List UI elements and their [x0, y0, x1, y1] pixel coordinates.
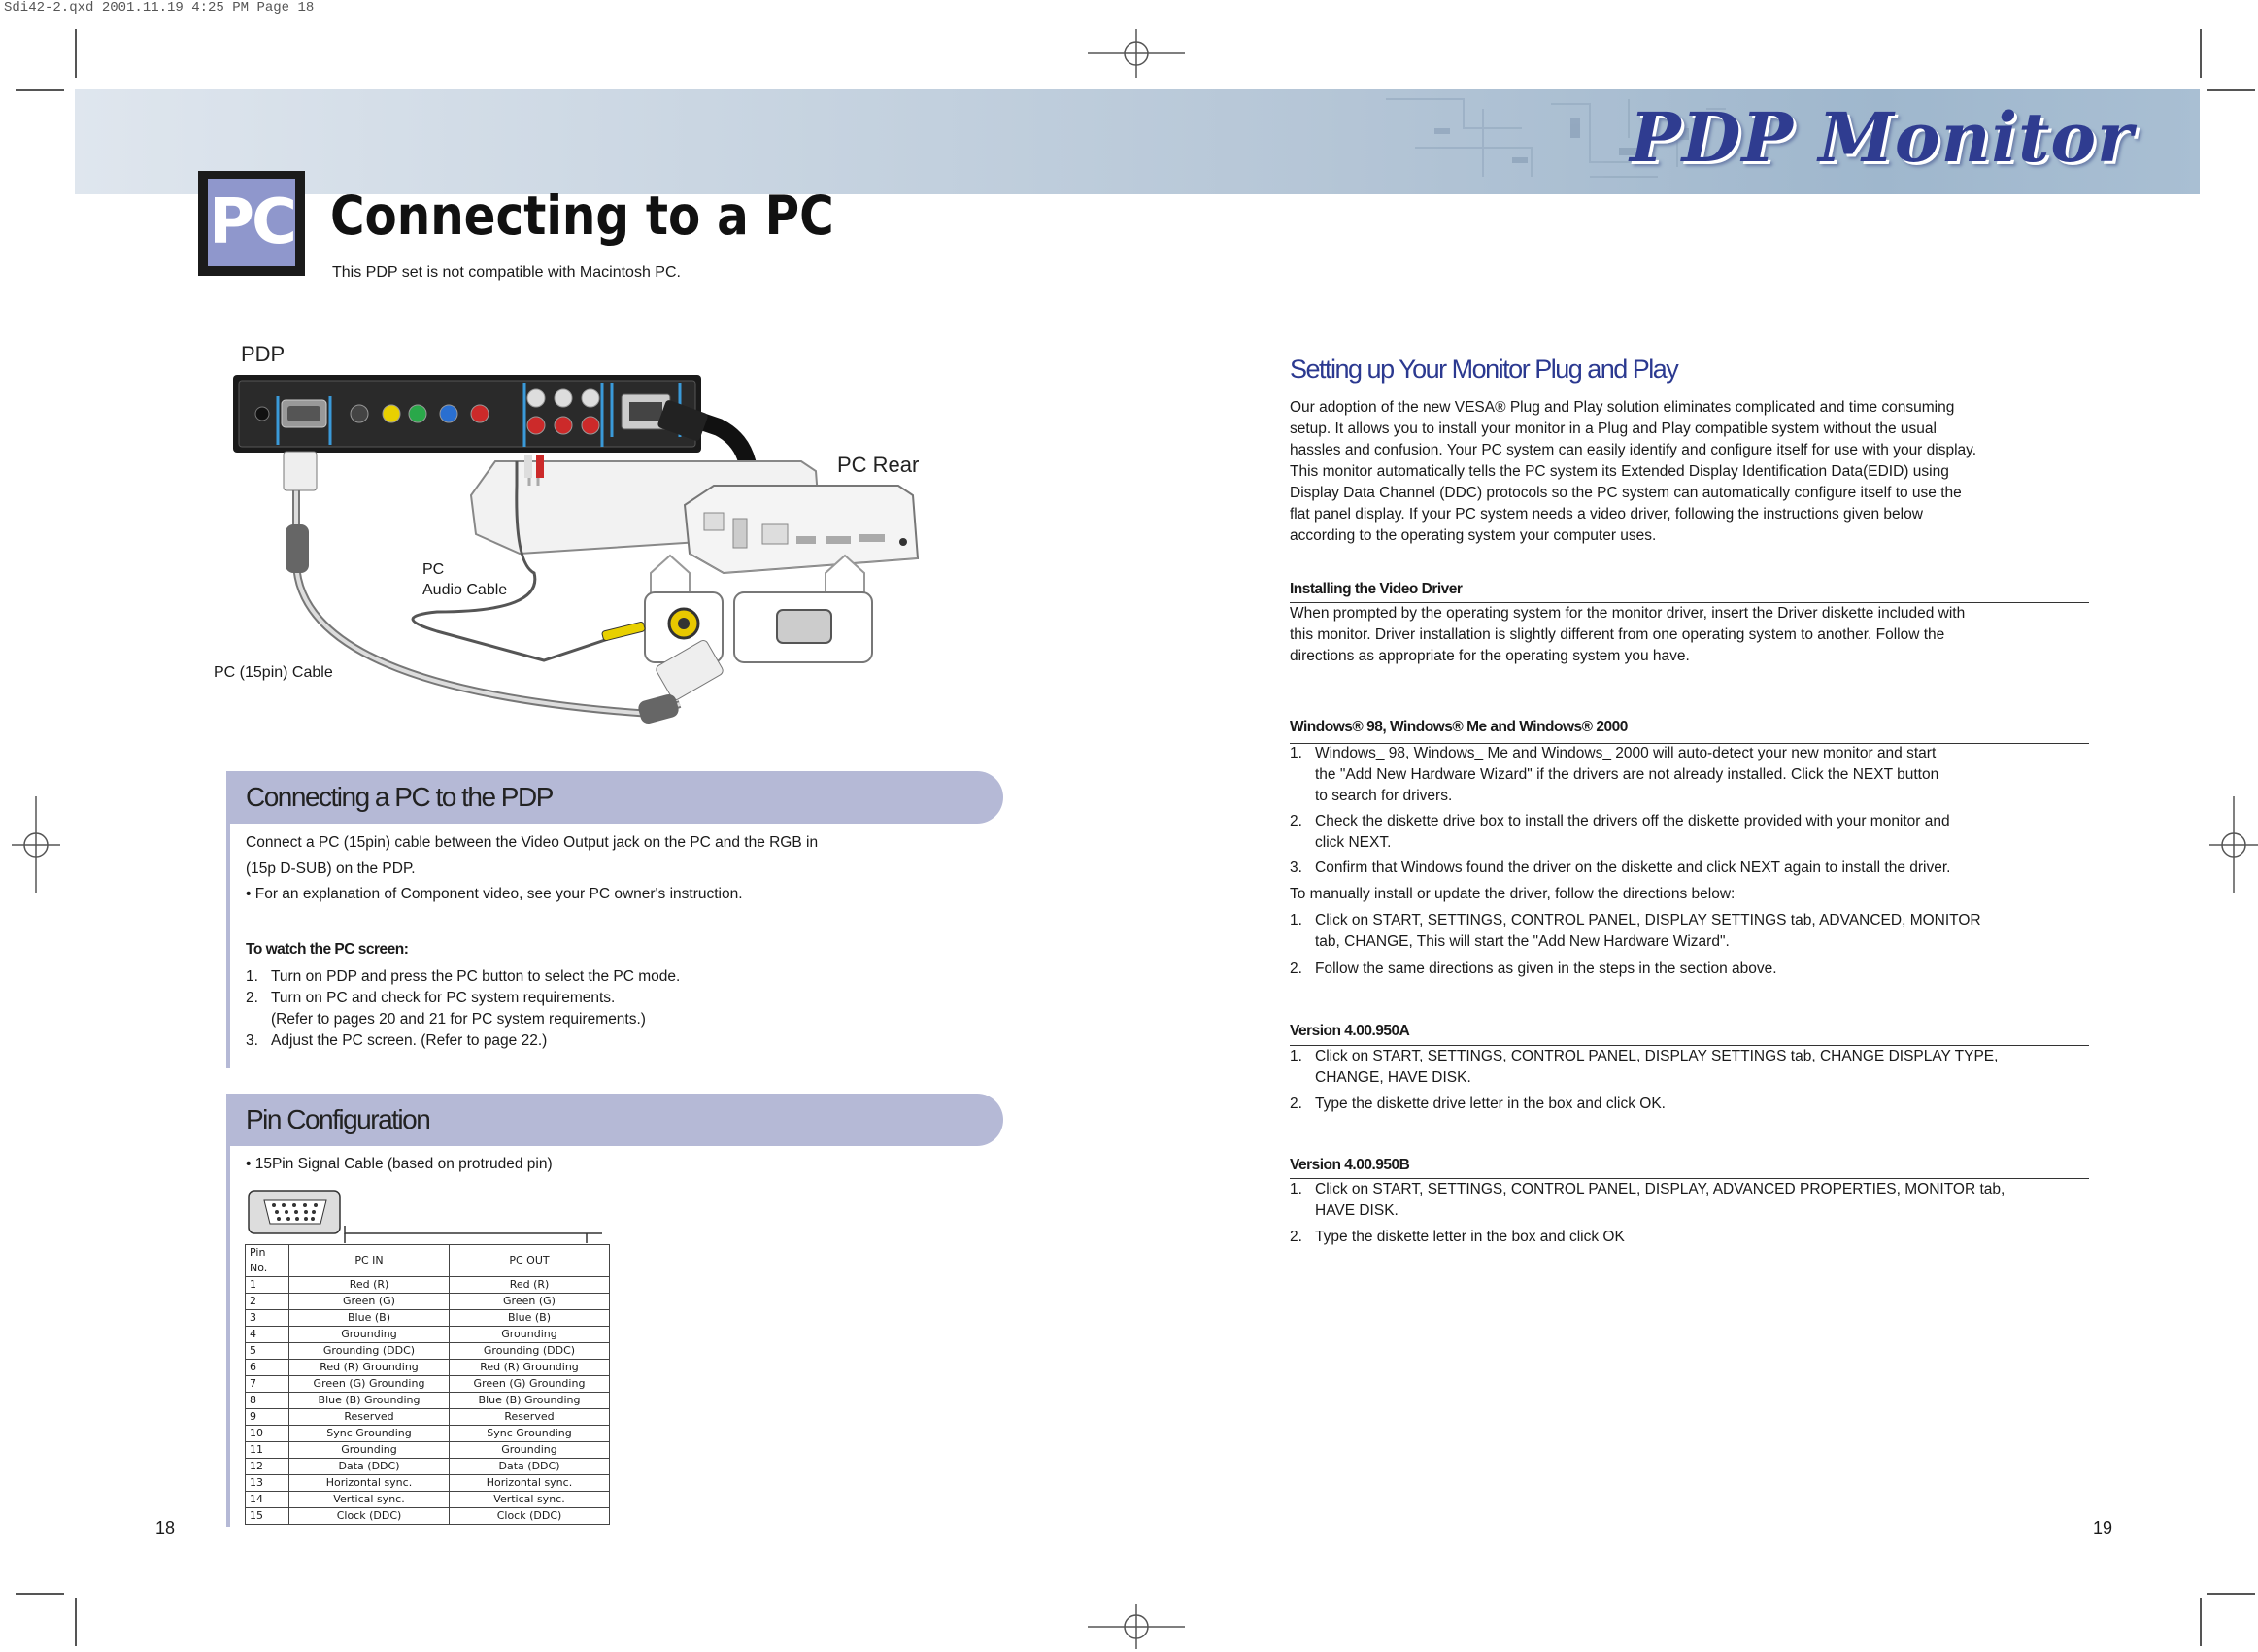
pc-badge-label: PC — [208, 179, 295, 266]
video-driver-text: When prompted by the operating system for the monitor driver, insert the Driver diskette included with this monitor. Driver installation is slightly different from one operating system to another. Follow the directions as appropriate for the operating system you have. — [1290, 605, 1966, 664]
pdp-back-panel — [233, 375, 701, 453]
pin-section-title: Pin Configuration — [246, 1104, 430, 1134]
table-row: 10 Sync Grounding Sync Grounding — [246, 1426, 610, 1442]
pin-section-rule — [226, 1146, 230, 1527]
table-row: 12 Data (DDC) Data (DDC) — [246, 1459, 610, 1475]
connection-diagram — [194, 369, 1068, 728]
table-row: 13 Horizontal sync. Horizontal sync. — [246, 1475, 610, 1492]
pin-table-header — [246, 1245, 610, 1277]
audio-cable-label-2: Audio Cable — [422, 582, 508, 598]
page-title: Connecting to a PC — [330, 185, 834, 247]
plug-and-play-intro: Our adoption of the new VESA® Plug and Play solution eliminates complicated and time consuming setup. It allows you to install your monitor in a Plug and Play compatible system without the usual hassles and confusion. Your PC system can easily identify and configure itself for use with your display. This monitor automatically tells the PC system its Extended Display Identification Data(EDID) using Display Data Channel (DDC) protocols so the PC system can automatically configure itself to use the flat panel display. If your PC system needs a video driver, following the instructions given below according to the operating system your computer uses. — [1290, 399, 1977, 544]
pin-header-number: Pin No. — [246, 1245, 289, 1277]
version-950a-heading: Version 4.00.950A — [1290, 1023, 1410, 1039]
video-driver-heading: Installing the Video Driver — [1290, 581, 1463, 597]
manual-install-text: To manually install or update the driver, follow the directions below: — [1290, 886, 1736, 902]
pc-rear-label: PC Rear — [837, 453, 920, 477]
pin-bullet: • 15Pin Signal Cable (based on protruded pin) — [246, 1156, 553, 1172]
connecting-para-2: (15p D-SUB) on the PDP. — [246, 860, 416, 877]
page-number-right: 19 — [2093, 1518, 2113, 1537]
page-number-left: 18 — [155, 1518, 176, 1537]
pin-cable-label: PC (15pin) Cable — [214, 664, 333, 681]
version-950b-heading: Version 4.00.950B — [1290, 1157, 1410, 1173]
banner-title: PDP Monitor — [1630, 97, 2134, 178]
table-row: 9 Reserved Reserved — [246, 1409, 610, 1426]
audio-cable-label-1: PC — [422, 561, 445, 578]
pin-table — [245, 1244, 610, 1525]
windows-heading: Windows® 98, Windows® Me and Windows® 2000 — [1290, 719, 1628, 735]
table-row: 2 Green (G) Green (G) — [246, 1294, 610, 1310]
table-row: 3 Blue (B) Blue (B) — [246, 1310, 610, 1327]
table-row: 11 Grounding Grounding — [246, 1442, 610, 1459]
watch-pc-heading: To watch the PC screen: — [246, 941, 409, 958]
table-row: 8 Blue (B) Grounding Blue (B) Grounding — [246, 1393, 610, 1409]
connecting-para-1: Connect a PC (15pin) cable between the Video Output jack on the PC and the RGB in — [246, 834, 819, 851]
connecting-bullet: • For an explanation of Component video, see your PC owner's instruction. — [246, 886, 743, 902]
dsub-connector-diagram — [243, 1187, 602, 1243]
table-row: 1 Red (R) Red (R) — [246, 1277, 610, 1294]
connecting-section-rule — [226, 824, 230, 1068]
plug-and-play-heading: Setting up Your Monitor Plug and Play — [1290, 354, 1678, 384]
page-subtitle: This PDP set is not compatible with Macintosh PC. — [332, 264, 681, 281]
table-row: 7 Green (G) Grounding Green (G) Grounding — [246, 1376, 610, 1393]
table-row: 4 Grounding Grounding — [246, 1327, 610, 1343]
connecting-section-title: Connecting a PC to the PDP — [246, 782, 553, 812]
file-slug: Sdi42-2.qxd 2001.11.19 4:25 PM Page 18 — [4, 0, 315, 16]
table-row: 14 Vertical sync. Vertical sync. — [246, 1492, 610, 1508]
pdp-label: PDP — [241, 342, 286, 366]
pin-header-out: PC OUT — [450, 1245, 610, 1277]
pin-header-in: PC IN — [289, 1245, 450, 1277]
table-row: 5 Grounding (DDC) Grounding (DDC) — [246, 1343, 610, 1360]
table-row: 15 Clock (DDC) Clock (DDC) — [246, 1508, 610, 1525]
table-row: 6 Red (R) Grounding Red (R) Grounding — [246, 1360, 610, 1376]
